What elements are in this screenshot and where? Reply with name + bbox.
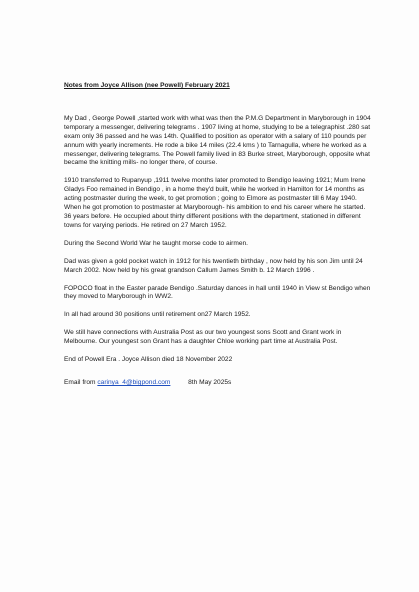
email-date: 8th May 2025s xyxy=(188,378,232,386)
email-line xyxy=(64,379,374,388)
paragraph-connections: We still have connections with Australia Post as our two youngest sons Scott and Grant work in Melbourne. Our youngest son Grant has a daughter Chloe working part time at Australia Post. xyxy=(64,329,342,346)
email-link[interactable]: carinya_4@bigpond.com xyxy=(97,378,171,386)
paragraph-end-of-era: End of Powell Era . Joyce Allison died 18 November 2022 xyxy=(64,356,233,364)
document-body xyxy=(64,82,374,397)
paragraph-transfers: 1910 transferred to Rupanyup ,1911 twelve months later promoted to Bendigo leaving 1921; Mum Irene Gladys Foo remained in Bendigo , in a home they'd built, while he worked in Hamilton for 14 months as acting postmaster during the week, to get promotion ; going to Elmore as postmaster till 6 May 1940. When he got promotion to postmaster at Maryborough- his ambition to end his career where he started. 36 years before. He occupied about thirty different positions with the department, stationed in different towns for varying periods. He retired on 27 March 1952. xyxy=(64,177,366,229)
paragraph-positions: In all had around 30 positions until retirement on27 March 1952. xyxy=(64,311,251,319)
paragraph-fopoco: FOPOCO float in the Easter parade Bendigo .Saturday dances in hall until 1940 in View st Bendigo when they moved to Maryborough in WW2. xyxy=(64,284,371,301)
paragraph-pocket-watch: Dad was given a gold pocket watch in 1912 for his twentieth birthday , now held by his son Jim until 24 March 2002. Now held by his great grandson Callum James Smith b. 12 March 1996 . xyxy=(64,257,363,274)
email-label: Email from xyxy=(64,378,96,386)
document-title: Notes from Joyce Allison (nee Powell) February 2021 xyxy=(64,82,230,89)
paragraph-early-career: My Dad , George Powell ,started work with what was then the P.M.G Department in Maryborough in 1904 temporary a messenger, delivering telegrams . 1907 living at home, studying to be a telegraphist .280 sat exam only 36 passed and he was 14th. Qualified to position as operator with a salary of 110 pounds per annum with yearly increments. He rode a bike 14 miles (22.4 kms ) to Tarnagulla, where he worked as a messenger, delivering telegrams. The Powell family lived in 83 Burke street, Maryborough, opposite what became the knitting mills- no longer there, of course. xyxy=(64,114,371,167)
paragraph-war: During the Second World War he taught morse code to airmen. xyxy=(64,239,248,247)
